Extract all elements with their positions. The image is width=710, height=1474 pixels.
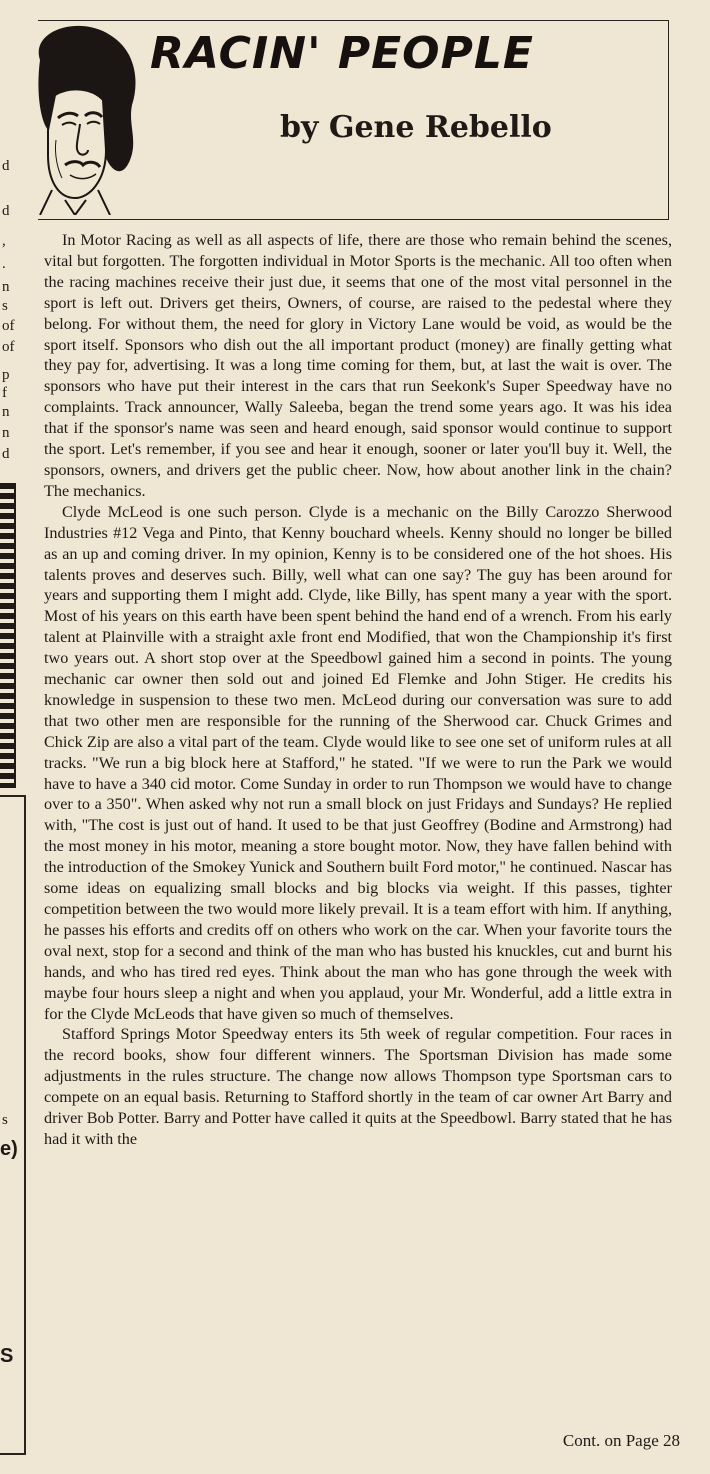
margin-fragment: s <box>2 1112 8 1128</box>
margin-fragment: n <box>2 404 10 420</box>
margin-fragment: f <box>2 385 7 401</box>
margin-fragment: s <box>2 298 8 314</box>
margin-fragment: p <box>2 367 10 383</box>
left-margin-column <box>0 0 20 1474</box>
column-title: RACIN' PEOPLE <box>150 28 534 79</box>
margin-border-strip <box>0 483 16 788</box>
margin-fragment: n <box>2 425 10 441</box>
article-paragraph: Stafford Springs Motor Speedway enters its 5th week of regular competition. Four races in the record books, show four different winners. The Sportsman Division has made some adjustments in the rules structure. The change now allows Thompson type Sportsman cars to compete on an equal basis. Returning to Stafford shortly in the team of car owner Art Barry and driver Bob Potter. Barry and Potter have called it quits at the Speedbowl. Barry stated that he has had it with the <box>44 1025 673 1148</box>
margin-fragment: e) <box>0 1138 18 1160</box>
author-byline: by Gene Rebello <box>280 110 552 145</box>
columnist-portrait <box>10 20 150 215</box>
margin-fragment: of <box>2 339 15 355</box>
margin-fragment: . <box>2 256 6 272</box>
margin-fragment: d <box>2 446 10 462</box>
article-body <box>44 230 672 1150</box>
margin-fragment: d <box>2 158 10 174</box>
margin-fragment: S <box>0 1345 14 1367</box>
margin-fragment: d <box>2 203 10 219</box>
margin-fragment: of <box>2 318 15 334</box>
margin-fragment: , <box>2 233 6 249</box>
article-paragraph: Clyde McLeod is one such person. Clyde is a mechanic on the Billy Carozzo Sherwood Industries #12 Vega and Pinto, that Kenny bouchard wheels. Kenny should no longer be billed as an up and coming driver. In my opinion, Kenny is to be considered one of the hot shoes. His talents proves and deserves such. Billy, well what can one say? The guy has been around for years and supporting them I might add. Clyde, like Billy, has spent many a year with the sport. Most of his years on this earth have been spent behind the hand end of a wrench. From his early talent at Plainville with a straight axle front end Modified, that won the Championship it's first two years out. A short stop over at the Speedbowl gained him a second in points. The young mechanic car owner then sold out and joined Ed Flemke and John Stiger. He credits his knowledge in suspension to these two men. McLeod during our conversation was sure to add that two other men are responsible for the running of the Sherwood car. Chuck Grimes and Chick Zip are also a vital part of the team. Clyde would like to see one set of uniform rules at all tracks. "We run a big block here at Stafford," he stated. "If we were to run the Park we would have to have a 340 cid motor. Come Sunday in order to run Thompson we would have to change over to a 350". When asked why not run a small block on just Fridays and Sundays? He replied with, "The cost is just out of hand. It used to be that just Geoffrey (Bodine and Armstrong) had the most money in his motor, meaning a store bought motor. Now, they have fallen behind with the introduction of the Smokey Yunick and Southern built Ford motor," he continued. Nascar has some ideas on equalizing small blocks and big blocks via weight. If this passes, tighter competition between the two would more likely prevail. It is a team effort with him. If anything, he passes his efforts and credits off on others who work on the car. When your favorite tours the oval next, stop for a second and think of the man who has busted his knuckles, cut and burnt his hands, and who has tired red eyes. Think about the man who has gone through the week with maybe four hours sleep a night and when you applaud, your Mr. Wonderful, add a little extra in for the Clyde McLeods that have given so much of themselves. <box>44 502 672 1023</box>
margin-fragment: n <box>2 279 10 295</box>
continued-note: Cont. on Page 28 <box>562 1431 680 1450</box>
article-paragraph: In Motor Racing as well as all aspects of life, there are those who remain behind the scenes, vital but forgotten. The forgotten individual in Motor Sports is the mechanic. All too often when the racing machines receive their just due, it seems that one of the most vital personnel in the sport is left out. Drivers get theirs, Owners, of course, are raised to the pedestal where they belong. For without them, the need for glory in Victory Lane would be void, as would be the sport itself. Sponsors who dish out the all important product (money) are finally getting what they pay for, advertising. It was a long time coming for them, but, at last the wait is over. The sponsors who have put their interest in the cars that run Seekonk's Super Speedway have no complaints. Track announcer, Wally Saleeba, began the trend some years ago. It was his idea that if the sponsor's name was seen and heard enough, said sponsor would continue to support the sport. Let's remember, if you see and hear it enough, sooner or later you'll buy it. Well, the sponsors, owners, and drivers get the public cheer. Now, how about another link in the chain? The mechanics. <box>44 231 672 500</box>
